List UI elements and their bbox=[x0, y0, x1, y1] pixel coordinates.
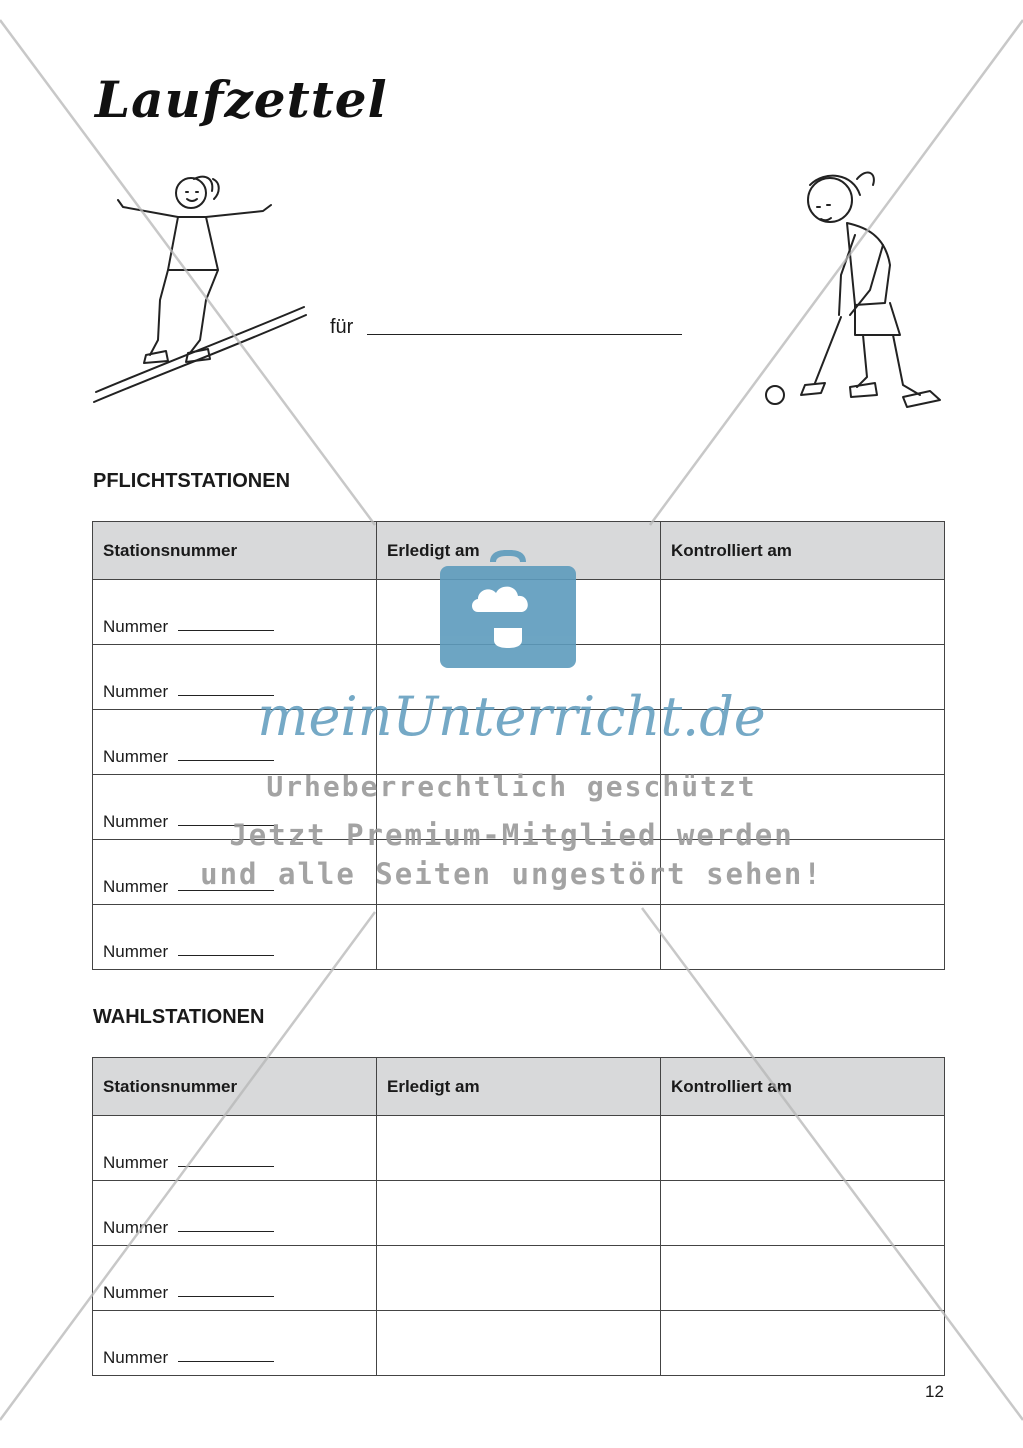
number-label: Nummer bbox=[103, 942, 169, 961]
number-label: Nummer bbox=[103, 1153, 169, 1172]
number-blank[interactable] bbox=[178, 1166, 274, 1167]
station-cell[interactable] bbox=[93, 645, 377, 710]
number-blank[interactable] bbox=[178, 825, 274, 826]
checked-cell[interactable] bbox=[661, 1181, 945, 1246]
number-label: Nummer bbox=[103, 1218, 169, 1237]
table-row bbox=[93, 710, 945, 775]
station-cell[interactable] bbox=[93, 1181, 377, 1246]
checked-cell[interactable] bbox=[661, 775, 945, 840]
optional-heading: WAHLSTATIONEN bbox=[93, 1006, 265, 1028]
column-header-checked: Kontrolliert am bbox=[661, 1058, 945, 1116]
table-header-row bbox=[93, 1058, 945, 1116]
checked-cell[interactable] bbox=[661, 1246, 945, 1311]
checked-cell[interactable] bbox=[661, 580, 945, 645]
watermark-premium-line: Jetzt Premium-Mitglied werden bbox=[229, 818, 794, 852]
number-blank[interactable] bbox=[178, 630, 274, 631]
column-header-checked: Kontrolliert am bbox=[661, 522, 945, 580]
number-label: Nummer bbox=[103, 812, 169, 831]
number-blank[interactable] bbox=[178, 695, 274, 696]
number-blank[interactable] bbox=[178, 1296, 274, 1297]
number-label: Nummer bbox=[103, 1283, 169, 1302]
page-title: Laufzettel bbox=[95, 70, 388, 129]
number-blank[interactable] bbox=[178, 760, 274, 761]
station-cell[interactable] bbox=[93, 1246, 377, 1311]
done-cell[interactable] bbox=[377, 1311, 661, 1376]
checked-cell[interactable] bbox=[661, 1116, 945, 1181]
checked-cell[interactable] bbox=[661, 645, 945, 710]
table-header-row bbox=[93, 522, 945, 580]
done-cell[interactable] bbox=[377, 905, 661, 970]
done-cell[interactable] bbox=[377, 840, 661, 905]
station-cell[interactable] bbox=[93, 710, 377, 775]
watermark-view-line: und alle Seiten ungestört sehen! bbox=[200, 857, 823, 891]
for-label: für bbox=[330, 316, 354, 338]
done-cell[interactable] bbox=[377, 580, 661, 645]
table-row bbox=[93, 645, 945, 710]
table-row bbox=[93, 580, 945, 645]
column-header-station: Stationsnummer bbox=[93, 522, 377, 580]
column-header-station: Stationsnummer bbox=[93, 1058, 377, 1116]
table-row bbox=[93, 1246, 945, 1311]
table-row bbox=[93, 1116, 945, 1181]
table-row bbox=[93, 1311, 945, 1376]
done-cell[interactable] bbox=[377, 1116, 661, 1181]
table-row bbox=[93, 840, 945, 905]
checked-cell[interactable] bbox=[661, 1311, 945, 1376]
number-label: Nummer bbox=[103, 682, 169, 701]
station-cell[interactable] bbox=[93, 905, 377, 970]
optional-table bbox=[92, 1057, 945, 1376]
number-label: Nummer bbox=[103, 877, 169, 896]
number-blank[interactable] bbox=[178, 955, 274, 956]
column-header-done: Erledigt am bbox=[377, 522, 661, 580]
column-header-done: Erledigt am bbox=[377, 1058, 661, 1116]
floorball-girl-illustration bbox=[755, 155, 950, 420]
balancing-girl-illustration bbox=[88, 165, 313, 410]
watermark-brand: meinUnterricht.de bbox=[257, 685, 766, 748]
number-blank[interactable] bbox=[178, 890, 274, 891]
done-cell[interactable] bbox=[377, 775, 661, 840]
number-label: Nummer bbox=[103, 1348, 169, 1367]
mandatory-heading: PFLICHTSTATIONEN bbox=[93, 470, 291, 492]
done-cell[interactable] bbox=[377, 645, 661, 710]
station-cell[interactable] bbox=[93, 840, 377, 905]
done-cell[interactable] bbox=[377, 1246, 661, 1311]
name-blank-line[interactable] bbox=[367, 334, 682, 335]
watermark-copyright-line: Urheberrechtlich geschützt bbox=[266, 770, 757, 803]
number-blank[interactable] bbox=[178, 1361, 274, 1362]
number-blank[interactable] bbox=[178, 1231, 274, 1232]
number-label: Nummer bbox=[103, 617, 169, 636]
checked-cell[interactable] bbox=[661, 710, 945, 775]
table-row bbox=[93, 905, 945, 970]
page-number: 12 bbox=[925, 1382, 944, 1401]
checked-cell[interactable] bbox=[661, 905, 945, 970]
station-cell[interactable] bbox=[93, 1311, 377, 1376]
station-cell[interactable] bbox=[93, 580, 377, 645]
station-cell[interactable] bbox=[93, 1116, 377, 1181]
station-cell[interactable] bbox=[93, 775, 377, 840]
number-label: Nummer bbox=[103, 747, 169, 766]
done-cell[interactable] bbox=[377, 1181, 661, 1246]
checked-cell[interactable] bbox=[661, 840, 945, 905]
mandatory-table bbox=[92, 521, 945, 970]
table-row bbox=[93, 1181, 945, 1246]
done-cell[interactable] bbox=[377, 710, 661, 775]
table-row bbox=[93, 775, 945, 840]
